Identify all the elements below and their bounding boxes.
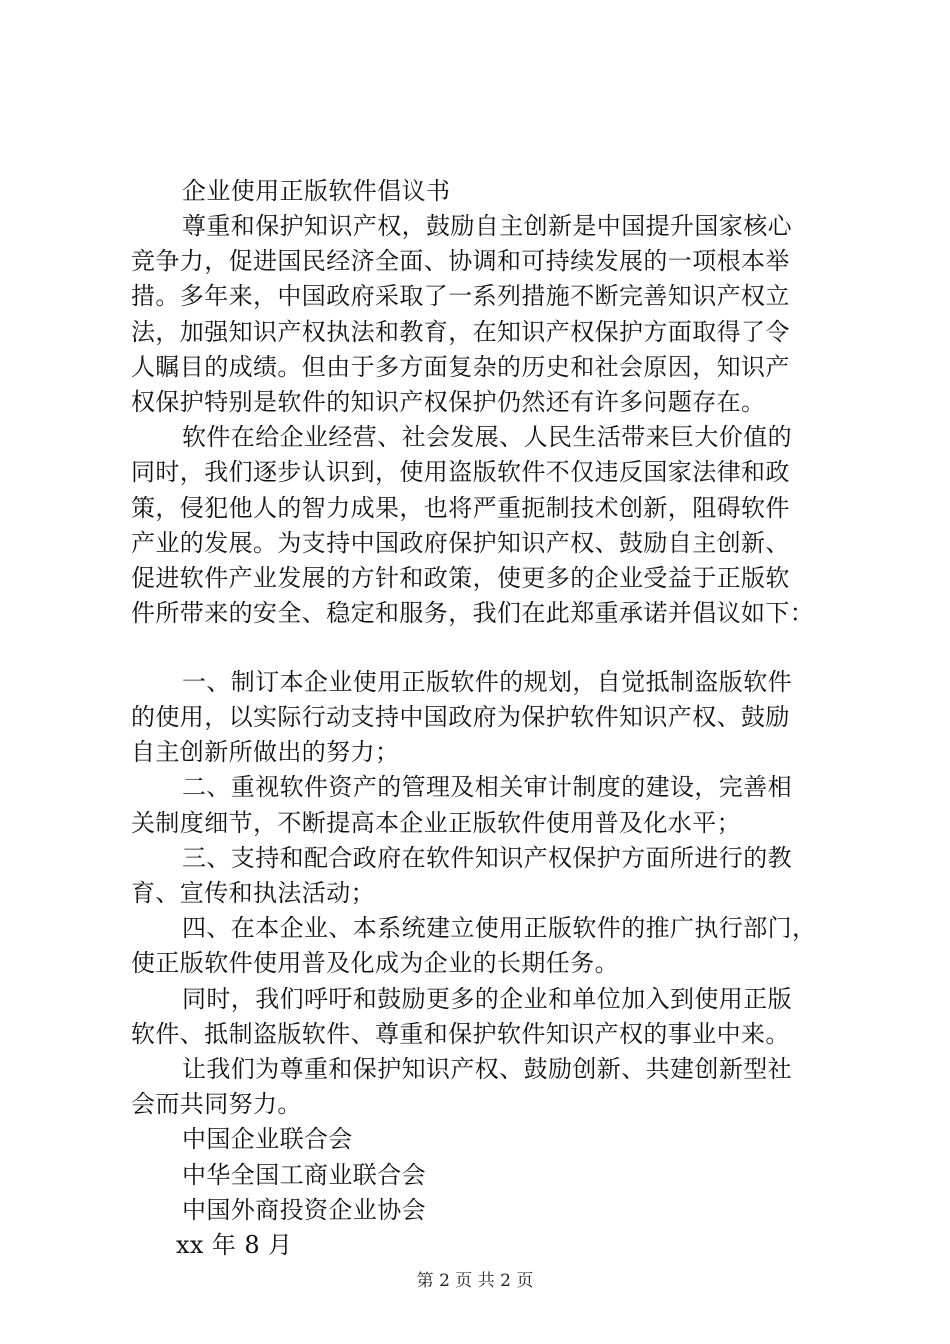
text-line: 一、制订本企业使用正版软件的规划，自觉抵制盗版软件	[182, 668, 792, 696]
text-line: 措。多年来，中国政府采取了一系列措施不断完善知识产权立	[131, 282, 790, 310]
text-line: 权保护特别是软件的知识产权保护仍然还有许多问题存在。	[131, 388, 766, 416]
text-line: 三、支持和配合政府在软件知识产权保护方面所进行的教	[182, 844, 792, 872]
text-line: 促进软件产业发展的方针和政策，使更多的企业受益于正版软	[131, 564, 790, 592]
text-line: 法，加强知识产权执法和教育，在知识产权保护方面取得了令	[131, 318, 790, 346]
page-footer: 第 2 页 共 2 页	[416, 1271, 534, 1291]
text-line: 软件在给企业经营、社会发展、人民生活带来巨大价值的	[182, 423, 792, 451]
document-title: 企业使用正版软件倡议书	[182, 177, 451, 205]
text-line: 育、宣传和执法活动；	[131, 879, 375, 907]
text-line: 同时，我们逐步认识到，使用盗版软件不仅违反国家法律和政	[131, 458, 790, 486]
text-line: 使正版软件使用普及化成为企业的长期任务。	[131, 949, 619, 977]
text-line: 尊重和保护知识产权，鼓励自主创新是中国提升国家核心	[182, 212, 792, 240]
text-line: 产业的发展。为支持中国政府保护知识产权、鼓励自主创新、	[131, 529, 790, 557]
date-line: xx 年 8 月	[176, 1231, 293, 1259]
text-line: 会而共同努力。	[131, 1090, 302, 1118]
signatory-line: 中国外商投资企业协会	[182, 1196, 426, 1224]
text-line: 自主创新所做出的努力；	[131, 738, 400, 766]
text-line: 件所带来的安全、稳定和服务，我们在此郑重承诺并倡议如下：	[131, 599, 815, 627]
text-line: 人瞩目的成绩。但由于多方面复杂的历史和社会原因，知识产	[131, 353, 790, 381]
text-line: 竞争力，促进国民经济全面、协调和可持续发展的一项根本举	[131, 247, 790, 275]
text-line: 关制度细节，不断提高本企业正版软件使用普及化水平；	[131, 809, 741, 837]
text-line: 让我们为尊重和保护知识产权、鼓励创新、共建创新型社	[182, 1055, 792, 1083]
signatory-line: 中国企业联合会	[182, 1125, 353, 1153]
text-line: 软件、抵制盗版软件、尊重和保护软件知识产权的事业中来。	[131, 1020, 790, 1048]
text-line: 二、重视软件资产的管理及相关审计制度的建设，完善相	[182, 773, 792, 801]
text-line: 策，侵犯他人的智力成果，也将严重扼制技术创新，阻碍软件	[131, 494, 790, 522]
text-line: 的使用，以实际行动支持中国政府为保护软件知识产权、鼓励	[131, 703, 790, 731]
text-line: 四、在本企业、本系统建立使用正版软件的推广执行部门，	[182, 914, 817, 942]
text-line: 同时，我们呼吁和鼓励更多的企业和单位加入到使用正版	[182, 985, 792, 1013]
signatory-line: 中华全国工商业联合会	[182, 1161, 426, 1189]
